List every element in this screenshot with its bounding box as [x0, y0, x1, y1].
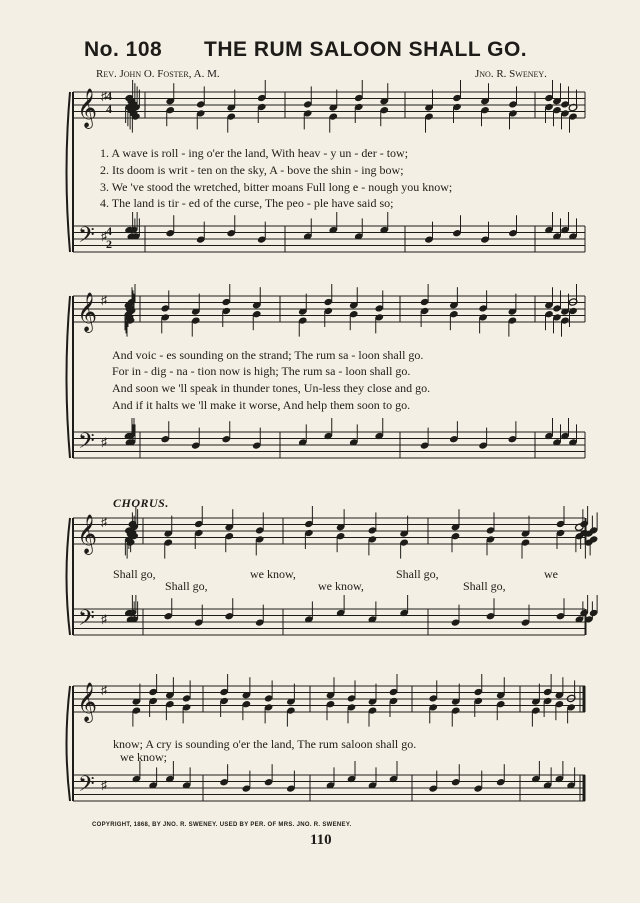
copyright-notice: COPYRIGHT, 1868, BY JNO. R. SWENEY. USED BY PER. OF MRS. JNO. R. SWENEY. [92, 822, 352, 828]
time-signature: 2 [106, 237, 112, 251]
chorus-upper-4: we [544, 567, 558, 581]
bass-staff [73, 226, 585, 252]
sharp-icon: ♯ [101, 435, 107, 449]
clef-icon: 𝄢 [78, 772, 95, 802]
clef-icon: 𝄞 [77, 682, 98, 722]
chorus-lower-2: we know, [318, 579, 364, 593]
sharp-icon: ♯ [101, 683, 107, 697]
clef-icon: 𝄞 [77, 88, 98, 128]
verse-4-line-1: 4. The land is tir - ed of the curse, The peo - ple have said so; [100, 196, 394, 210]
hymn-title: THE RUM SALOON SHALL GO. [204, 38, 528, 61]
clef-icon: 𝄢 [78, 429, 95, 459]
chorus-lower-1: Shall go, [165, 579, 208, 593]
sharp-icon: ♯ [101, 778, 107, 792]
chorus-label: CHORUS. [113, 496, 169, 510]
composer-credit: Jno. R. Sweney. [475, 68, 547, 80]
chorus-upper-line-2: know; A cry is sounding o'er the land, The rum saloon shall go. [113, 737, 417, 751]
page-number: 110 [310, 832, 332, 848]
sharp-icon: ♯ [101, 515, 107, 529]
sharp-icon: ♯ [101, 89, 107, 103]
time-signature: 4 [106, 89, 112, 103]
verse-1-line-1: 1. A wave is roll - ing o'er the land, With heav - y un - der - tow; [100, 146, 409, 160]
time-signature: 4 [106, 102, 112, 116]
chorus-lower-line-2: we know; [120, 750, 167, 764]
clef-icon: 𝄞 [77, 514, 98, 554]
clef-icon: 𝄞 [77, 292, 98, 332]
chorus-upper-1: Shall go, [113, 567, 156, 581]
verse-1-line-2: And voic - es sounding on the strand; The rum sa - loon shall go. [112, 348, 424, 362]
verse-2-line-2: For in - dig - na - tion now is high; The rum sa - loon shall go. [112, 364, 411, 378]
clef-icon: 𝄢 [78, 606, 95, 636]
hymn-number: No. 108 [84, 38, 163, 61]
treble-staff [73, 92, 585, 118]
sharp-icon: ♯ [101, 612, 107, 626]
chorus-upper-2: we know, [250, 567, 296, 581]
verse-3-line-2: And soon we 'll speak in thunder tones, Un-less they close and go. [112, 381, 431, 395]
sharp-icon: ♯ [101, 229, 107, 243]
bass-staff [73, 609, 585, 635]
treble-staff [73, 518, 585, 544]
sharp-icon: ♯ [101, 293, 107, 307]
clef-icon: 𝄢 [78, 223, 95, 253]
chorus-lower-3: Shall go, [463, 579, 506, 593]
verse-3-line-1: 3. We 've stood the wretched, bitter moans Full long e - nough you know; [100, 180, 453, 194]
chorus-upper-3: Shall go, [396, 567, 439, 581]
lyricist-credit: Rev. John O. Foster, A. M. [96, 68, 220, 80]
verse-2-line-1: 2. Its doom is writ - ten on the sky, A - bove the shin - ing bow; [100, 163, 404, 177]
time-signature: 4 [106, 224, 112, 238]
verse-4-line-2: And if it halts we 'll make it worse, And help them soon to go. [112, 398, 411, 412]
